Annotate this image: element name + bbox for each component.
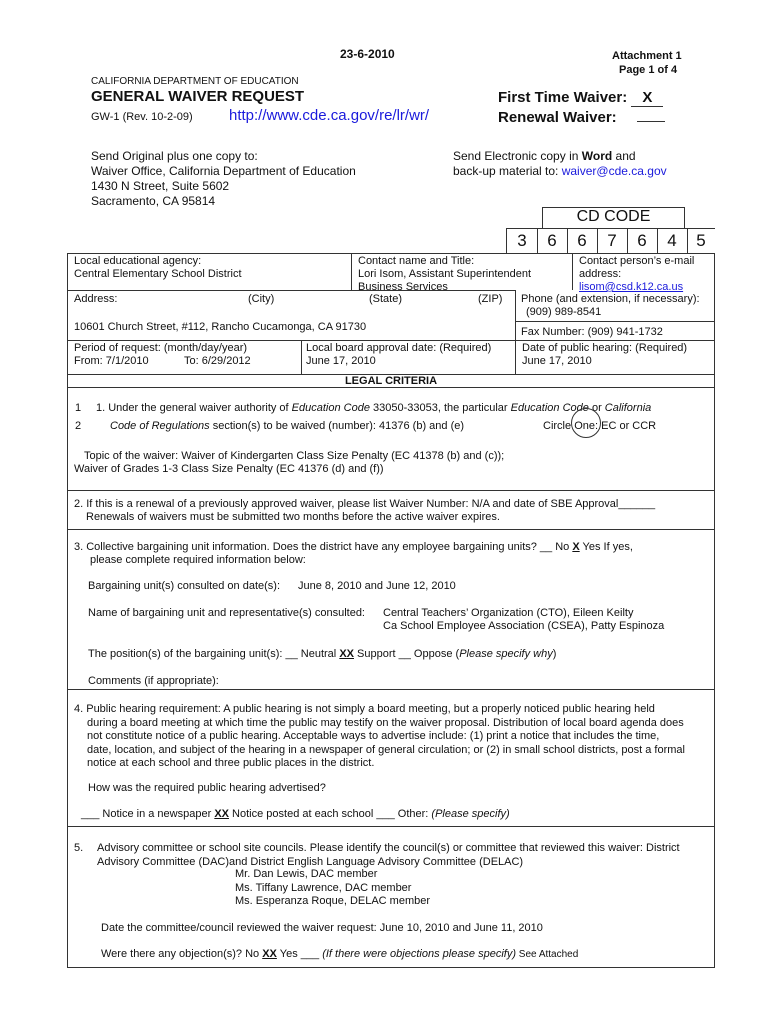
board-label: Local board approval date: (Required) (306, 342, 492, 354)
attachment-label: Attachment 1 (612, 50, 682, 62)
bargaining-position (88, 648, 556, 660)
cd-code-digit: 5 (696, 231, 706, 250)
col-divider (572, 253, 573, 290)
bargaining-text: 3. Collective bargaining unit information. Does the district have any employee bargaining units? __ No (74, 541, 573, 553)
send-electronic-block (453, 149, 667, 179)
send-original-line: Sacramento, CA 95814 (91, 194, 216, 208)
hearing-date-cell (522, 342, 687, 368)
send-original-line: Send Original plus one copy to: (91, 149, 258, 163)
legal-text: Education Code (291, 402, 370, 414)
hearing-text-line: during a board meeting at which time the public may testify on the waiver proposal. Distribution of local board agenda does (87, 716, 684, 729)
position-text: The position(s) of the bargaining unit(s): __ Neutral (88, 648, 340, 660)
hearing-option-text: (Please specify) (431, 808, 510, 820)
bargaining-names-value (383, 607, 664, 633)
renewal-line-2: Renewals of waivers must be submitted two months before the active waiver expires. (86, 511, 500, 523)
form-id: GW-1 (Rev. 10-2-09) (91, 111, 193, 123)
period-label: Period of request: (month/day/year) (74, 342, 248, 354)
bargaining-text: Yes If yes, (579, 541, 633, 553)
row-divider (67, 826, 715, 827)
advisory-text-line[interactable]: Advisory Committee (DAC)and District English Language Advisory Committee (DELAC) (97, 855, 524, 868)
bargaining-names-label: Name of bargaining unit and representative(s) consulted: (88, 607, 365, 619)
hearing-option-text: ___ Notice in a newspaper (81, 808, 215, 820)
hand-drawn-circle (571, 408, 601, 438)
board-value[interactable]: June 17, 2010 (306, 355, 376, 367)
legal-text[interactable]: section(s) to be waived (number): 41376 (b) and (e) (209, 420, 465, 432)
cd-code-digit: 6 (567, 228, 598, 254)
send-original-line: 1430 N Street, Suite 5602 (91, 179, 230, 193)
row-divider (515, 321, 715, 322)
bargaining-unit-name[interactable]: Ca School Employee Association (CSEA), Patty Espinoza (383, 620, 665, 632)
renewal-waiver (498, 107, 665, 126)
objection-text: (If there were objections please specify) (322, 948, 517, 960)
line-number: 2 (75, 420, 82, 432)
objection-text: Yes ___ (276, 948, 323, 960)
waiver-url-link[interactable]: http://www.cde.ca.gov/re/lr/wr/ (229, 107, 430, 124)
cd-code-digit: 6 (627, 228, 658, 254)
cd-code-digit: 7 (597, 228, 628, 254)
first-time-value[interactable]: X (631, 89, 663, 107)
cd-code-digit: 4 (657, 228, 688, 254)
advisory-number: 5. (74, 842, 84, 854)
email-label: address: (579, 268, 622, 280)
cd-code-label: CD CODE (576, 208, 651, 225)
topic-line-2[interactable]: Waiver of Grades 1-3 Class Size Penalty (EC 41376 (d) and (f)) (74, 463, 384, 475)
address-label: Address: (74, 293, 118, 305)
row-divider (67, 490, 715, 491)
city-label: (City) (248, 293, 275, 305)
contact-name[interactable]: Lori Isom, Assistant Superintendent (358, 268, 532, 280)
legal-text: or (588, 402, 605, 414)
advisory-member[interactable]: Ms. Esperanza Roque, DELAC member (235, 895, 431, 907)
bargaining-line-2: please complete required information below: (90, 554, 306, 566)
phone-value[interactable]: (909) 989-8541 (526, 306, 602, 318)
first-time-waiver (498, 89, 663, 107)
advisory-block (97, 842, 680, 869)
hearing-date-value[interactable]: June 17, 2010 (522, 355, 592, 367)
agency-value[interactable]: Central Elementary School District (74, 268, 242, 280)
renewal-value[interactable] (637, 107, 665, 122)
send-original-line: Waiver Office, California Department of Education (91, 164, 356, 178)
address-value[interactable]: 10601 Church Street, #112, Rancho Cucamonga, CA 91730 (74, 321, 367, 333)
backup-pre: back-up material to: (453, 164, 562, 178)
phone-label: Phone (and extension, if necessary): (521, 293, 700, 305)
cd-code-digit: 6 (537, 228, 568, 254)
position-text: Please specify why (459, 648, 553, 660)
row-divider (67, 387, 715, 388)
legal-criteria-heading: LEGAL CRITERIA (344, 375, 438, 387)
period-to[interactable]: To: 6/29/2012 (184, 355, 251, 367)
hearing-text-line: not constitute notice of a public hearing. Acceptable ways to advertise include: (1) print a notice that includes the time, (87, 730, 660, 742)
line-number: 1 (75, 402, 82, 414)
email-label: Contact person’s e-mail (579, 255, 695, 267)
row-divider (67, 689, 715, 690)
circle-one-text: One: (574, 420, 599, 432)
contact-cell (358, 255, 531, 294)
hearing-option-text: Notice posted at each school ___ Other: (229, 808, 432, 820)
objection-text: See Attached (516, 949, 579, 960)
hearing-question: How was the required public hearing advertised? (88, 782, 326, 794)
hearing-text-line: date, location, and subject of the hearing in a newspaper of general circulation; or (2) in small school districts, post a formal (87, 743, 685, 756)
legal-line-1 (96, 402, 651, 414)
row-divider (67, 529, 715, 530)
advisory-objections (101, 948, 578, 960)
send-original-block (91, 149, 356, 209)
topic-line-1[interactable]: Topic of the waiver: Waiver of Kindergarten Class Size Penalty (EC 41378 (b) and (c)); (84, 450, 505, 462)
objection-no-mark[interactable]: XX (262, 948, 277, 960)
position-text: Support __ Oppose ( (354, 648, 460, 660)
state-label: (State) (369, 293, 403, 305)
contact-title[interactable]: Business Services (358, 281, 448, 293)
cd-code-digit: 3 (507, 228, 538, 254)
period-from[interactable]: From: 7/1/2010 (74, 355, 149, 367)
bargaining-line-1 (74, 541, 633, 553)
hearing-posted-mark[interactable]: XX (214, 808, 229, 820)
circle-label: Circle (543, 420, 572, 432)
objection-text: Were there any objection(s)? No (101, 948, 263, 960)
hearing-requirement-block (74, 703, 685, 771)
date-code: 23-6-2010 (340, 47, 395, 61)
col-divider (351, 253, 352, 290)
legal-text: 1. Under the general waiver authority of (96, 402, 292, 414)
hearing-options (81, 808, 510, 820)
electronic-word: Word (581, 149, 613, 163)
zip-label: (ZIP) (478, 293, 503, 305)
advisory-members (235, 868, 430, 909)
renewal-line-1[interactable]: 2. If this is a renewal of a previously approved waiver, please list Waiver Number: N/A and date of SBE Approval______ (74, 498, 656, 510)
page-title: GENERAL WAIVER REQUEST (91, 88, 305, 105)
bargaining-dates-label: Bargaining unit(s) consulted on date(s): (88, 580, 280, 592)
electronic-post: and (612, 149, 636, 163)
legal-line-2 (110, 420, 464, 432)
legal-text: Code of Regulations (110, 420, 210, 432)
bargaining-comments[interactable]: Comments (if appropriate): (88, 675, 219, 687)
backup-email-link[interactable]: waiver@cde.ca.gov (561, 164, 667, 178)
col-divider (301, 340, 302, 374)
bargaining-dates-value[interactable]: June 8, 2010 and June 12, 2010 (298, 580, 456, 592)
circle-one (543, 420, 656, 432)
row-divider (67, 340, 715, 341)
bargaining-yes-mark[interactable]: X (572, 541, 580, 553)
position-support-mark[interactable]: XX (339, 648, 354, 660)
hearing-date-label: Date of public hearing: (Required) (522, 342, 688, 354)
page-label: Page 1 of 4 (619, 64, 678, 76)
hearing-text-line: notice at each school and three public places in the district. (87, 757, 375, 769)
department-name: CALIFORNIA DEPARTMENT OF EDUCATION (91, 76, 299, 87)
renewal-label: Renewal Waiver: (498, 109, 617, 126)
fax-number[interactable]: Fax Number: (909) 941-1732 (521, 326, 663, 338)
advisory-text-line: Advisory committee or school site councils. Please identify the council(s) or committee that reviewed this waiver: District (97, 842, 680, 854)
contact-label: Contact name and Title: (358, 255, 475, 267)
legal-text: Education Code (510, 402, 589, 414)
first-time-label: First Time Waiver: (498, 89, 628, 106)
circle-one-word (574, 420, 598, 432)
electronic-pre: Send Electronic copy in (453, 149, 582, 163)
board-cell (306, 342, 491, 368)
position-text: ) (552, 648, 557, 660)
phone-cell (521, 293, 700, 319)
agency-cell (74, 255, 242, 281)
col-divider (515, 290, 516, 374)
email-cell (579, 255, 694, 294)
hearing-text-line: 4. Public hearing requirement: A public hearing is not simply a board meeting, but a properly noticed public hearing held (74, 703, 655, 715)
circle-options[interactable]: EC or CCR (601, 420, 657, 432)
email-value-link[interactable]: lisom@csd.k12.ca.us (579, 281, 684, 293)
legal-text: 33050-33053, the particular (369, 402, 511, 414)
advisory-review-date[interactable]: Date the committee/council reviewed the waiver request: June 10, 2010 and June 11, 2010 (101, 922, 543, 934)
legal-text: California (604, 402, 652, 414)
bargaining-unit-name[interactable]: Central Teachers’ Organization (CTO), Eileen Keilty (383, 607, 634, 619)
advisory-member[interactable]: Mr. Dan Lewis, DAC member (235, 868, 378, 880)
agency-label: Local educational agency: (74, 255, 202, 267)
advisory-member[interactable]: Ms. Tiffany Lawrence, DAC member (235, 881, 412, 894)
